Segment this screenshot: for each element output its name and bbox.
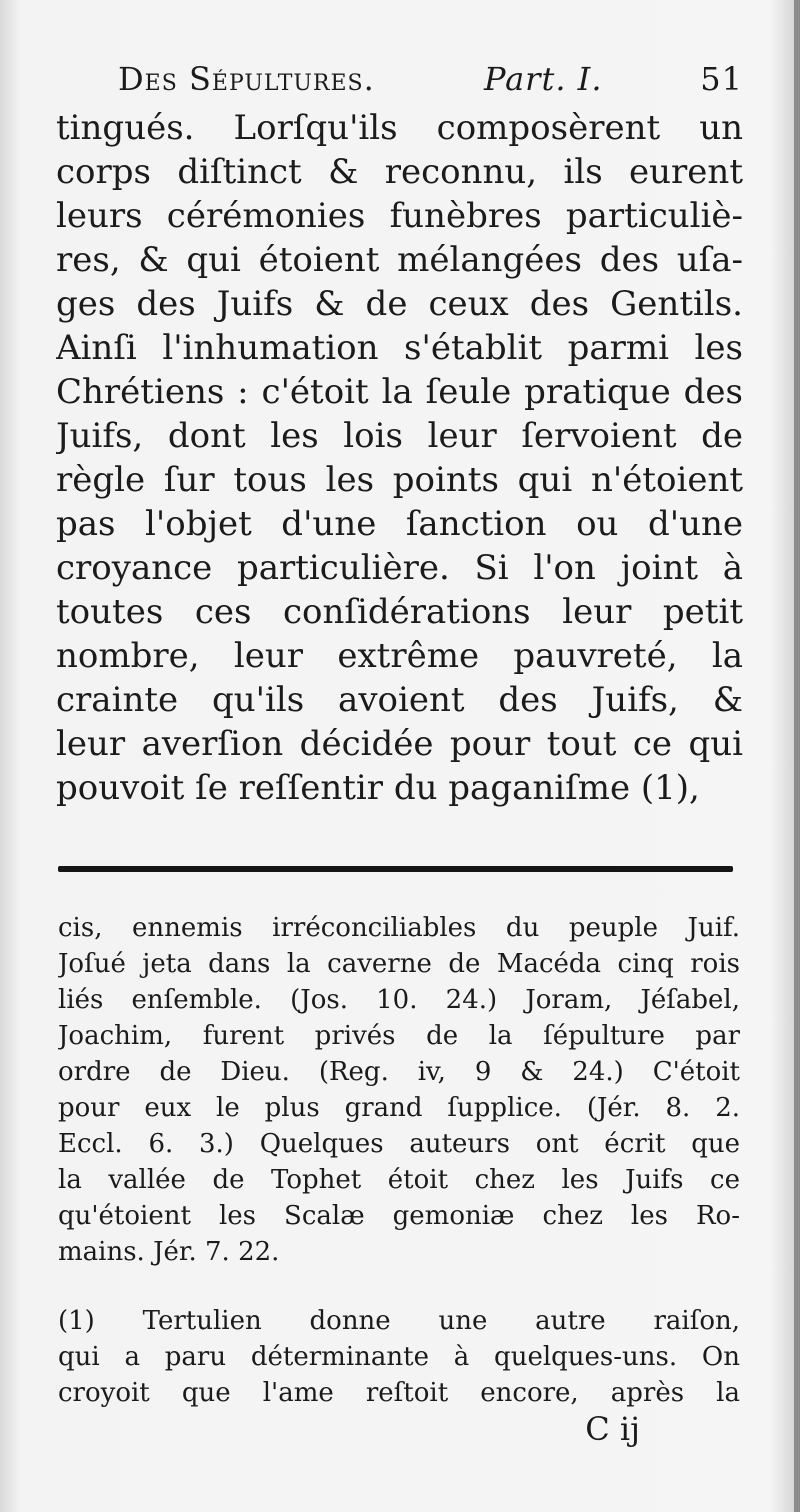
- header-title: Des Sépultures.: [118, 60, 375, 98]
- running-header: [118, 52, 743, 102]
- footnote-line: qui a paru déterminante à quelques-uns. On: [58, 1342, 740, 1372]
- footnote-line: qu'étoient les Scalæ gemoniæ chez les Ro-: [58, 1201, 740, 1231]
- main-text-line: Ainſi l'inhumation s'établit parmi les: [56, 328, 743, 368]
- footnote-line: la vallée de Tophet étoit chez les Juifs ce: [58, 1165, 740, 1195]
- footnote-line: ordre de Dieu. (Reg. iv, 9 & 24.) C'étoit: [58, 1057, 740, 1087]
- main-text-line: règle ſur tous les points qui n'étoient: [56, 460, 743, 500]
- page-edge-shadow: [794, 0, 800, 1512]
- main-text-line: nombre, leur extrême pauvreté, la: [56, 636, 743, 676]
- page-number: 51: [700, 60, 743, 98]
- footnote-line: Joachim, furent privés de la ſépulture par: [58, 1021, 740, 1051]
- main-text-line: Juifs, dont les lois leur ſervoient de: [56, 416, 743, 456]
- footnote-line: mains. Jér. 7. 22.: [58, 1237, 280, 1267]
- main-text-line: leur averſion décidée pour tout ce qui: [56, 724, 743, 764]
- footnote-line: liés enſemble. (Jos. 10. 24.) Joram, Jéſabel,: [58, 985, 740, 1015]
- main-text-line: corps diſtinct & reconnu, ils eurent: [56, 152, 743, 192]
- footnote-line: Eccl. 6. 3.) Quelques auteurs ont écrit que: [58, 1129, 740, 1159]
- continued-footnote: [58, 910, 740, 1270]
- footnote-line: (1) Tertulien donne une autre raiſon,: [58, 1306, 740, 1336]
- footnote-line: cis, ennemis irréconciliables du peuple Juif.: [58, 913, 740, 943]
- footnote-line: pour eux le plus grand ſupplice. (Jér. 8. 2.: [58, 1093, 740, 1123]
- main-text-line: crainte qu'ils avoient des Juifs, &: [56, 680, 743, 720]
- footnote-separator-rule: [58, 866, 733, 872]
- main-text-line: tingués. Lorſqu'ils composèrent un: [56, 108, 743, 148]
- footnote-1: [58, 1303, 740, 1411]
- main-text-line: toutes ces conſidérations leur petit: [56, 592, 743, 632]
- main-text-line: Chrétiens : c'étoit la ſeule pratique des: [56, 372, 743, 412]
- main-text-line: res, & qui étoient mélangées des uſa-: [56, 240, 743, 280]
- main-text-line: croyance particulière. Si l'on joint à: [56, 548, 743, 588]
- main-text-line: pas l'objet d'une ſanction ou d'une: [56, 504, 743, 544]
- header-part: Part. I.: [484, 60, 603, 98]
- footnote-line: Joſué jeta dans la caverne de Macéda cinq rois: [58, 949, 740, 979]
- main-text-line: leurs cérémonies funèbres particuliè-: [56, 196, 743, 236]
- signature-mark: C ij: [585, 1410, 640, 1448]
- main-text-line: pouvoit ſe reſſentir du paganiſme (1),: [56, 768, 700, 808]
- main-text-block: [56, 106, 743, 810]
- footnote-line: croyoit que l'ame reſtoit encore, après la: [58, 1378, 740, 1408]
- main-text-line: ges des Juifs & de ceux des Gentils.: [56, 284, 743, 324]
